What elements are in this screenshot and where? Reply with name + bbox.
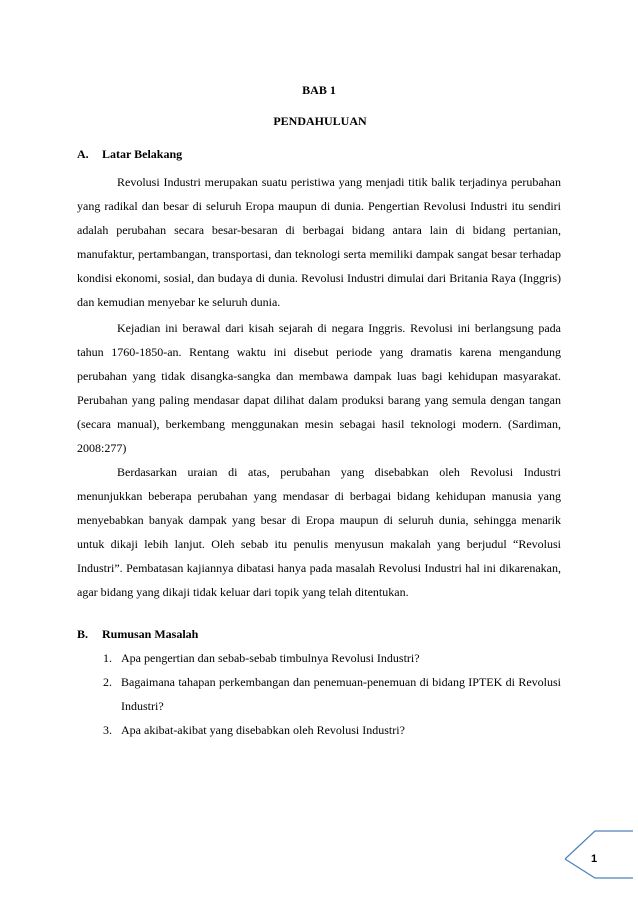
list-item-text: Apa pengertian dan sebab-sebab timbulnya Revolusi Industri? bbox=[121, 651, 420, 665]
section-b-title: Rumusan Masalah bbox=[102, 627, 199, 641]
page-number: 1 bbox=[590, 853, 598, 865]
list-item-text: Bagaimana tahapan perkembangan dan penemuan-penemuan di bidang IPTEK di Revolusi Industri? bbox=[121, 675, 561, 713]
paragraph-2: Kejadian ini berawal dari kisah sejarah di negara Inggris. Revolusi ini berlangsung pada tahun 1760-1850-an. Rentang waktu ini disebut periode yang dramatis karena mengandung perubahan yang tidak disangka-sangka dan membawa dampak luas bagi kehidupan masyarakat. Perubahan yang paling mendasar dapat dilihat dalam produksi barang yang semula dengan tangan (secara manual), berkembang menggunakan mesin sebagai hasil teknologi modern. (Sardiman, 2008:277) bbox=[77, 321, 561, 455]
chapter-title: PENDAHULUAN bbox=[273, 114, 367, 128]
section-b-label: B. bbox=[77, 627, 89, 641]
paragraph-1: Revolusi Industri merupakan suatu peristiwa yang menjadi titik balik terjadinya perubahan yang radikal dan besar di seluruh Eropa maupun di dunia. Pengertian Revolusi Industri itu sendiri adalah perubahan secara besar-besaran di berbagai bidang antara lain di bidang pertanian, manufaktur, pertambangan, transportasi, dan teknologi serta memiliki dampak sangat besar terhadap kondisi ekonomi, sosial, dan budaya di dunia. Revolusi Industri dimulai dari Britania Raya (Inggris) dan kemudian menyebar ke seluruh dunia. bbox=[77, 175, 561, 309]
list-item bbox=[103, 646, 561, 670]
list-item-text: Apa akibat-akibat yang disebabkan oleh Revolusi Industri? bbox=[121, 723, 405, 737]
paragraph-3: Berdasarkan uraian di atas, perubahan yang disebabkan oleh Revolusi Industri menunjukkan beberapa perubahan yang mendasar di berbagai bidang kehidupan manusia yang menyebabkan banyak dampak yang besar di Eropa maupun di seluruh dunia, sehingga menarik untuk dikaji lebih lanjut. Oleh sebab itu penulis menyusun makalah yang berjudul “Revolusi Industri”. Pembatasan kajiannya dibatasi hanya pada masalah Revolusi Industri hal ini dikarenakan, agar bidang yang dikaji tidak keluar dari topik yang telah ditentukan. bbox=[77, 465, 561, 599]
list-item bbox=[103, 670, 561, 718]
list-item bbox=[103, 718, 561, 742]
problem-list bbox=[103, 646, 561, 742]
section-a-label: A. bbox=[77, 147, 89, 161]
section-b-heading bbox=[77, 626, 198, 643]
chapter-label: BAB 1 bbox=[302, 83, 336, 97]
section-a-heading bbox=[77, 146, 182, 163]
list-item-number: 1. bbox=[103, 651, 112, 665]
list-item-number: 3. bbox=[103, 723, 112, 737]
list-item-number: 2. bbox=[103, 675, 112, 689]
section-a-title: Latar Belakang bbox=[102, 147, 183, 161]
